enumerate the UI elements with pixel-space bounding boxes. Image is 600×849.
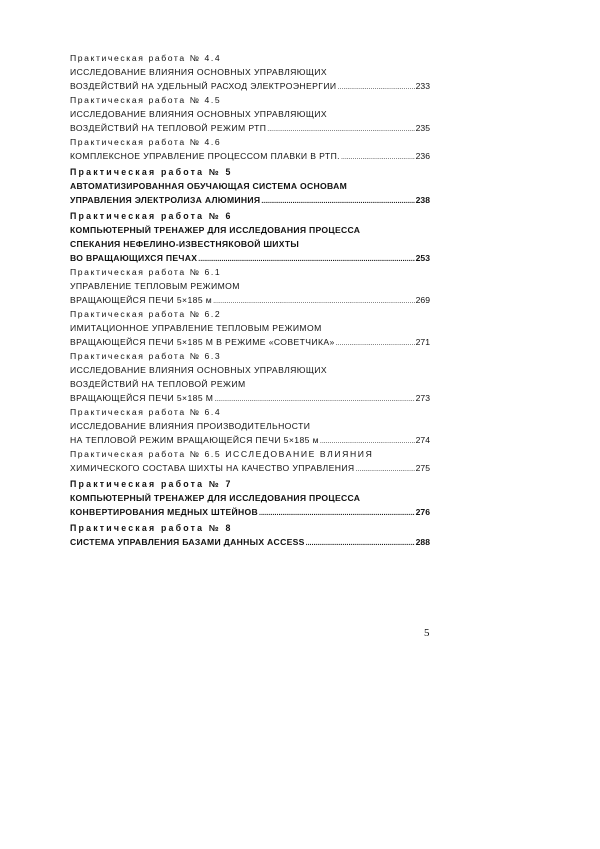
dot-leader	[341, 151, 415, 164]
entry-last-line	[70, 150, 430, 164]
entry-label: Практическая работа № 7	[70, 479, 233, 489]
entry-last-line	[70, 434, 430, 448]
entry-page-number: 288	[415, 537, 430, 547]
entry-last-line	[70, 536, 430, 550]
entry-title-line: ИССЛЕДОВАНИЕ ВЛИЯНИЯ ОСНОВНЫХ УПРАВЛЯЮЩИХ	[70, 109, 327, 119]
entry-title-line: ИССЛЕДОВАНИЕ ВЛИЯНИЯ ОСНОВНЫХ УПРАВЛЯЮЩИХ	[70, 365, 327, 375]
entry-page-number: 274	[415, 435, 430, 445]
entry-last-line	[70, 80, 430, 94]
toc-entry	[70, 266, 430, 308]
entry-last-line	[70, 506, 430, 520]
dot-leader	[356, 463, 415, 476]
entry-page-number: 236	[415, 151, 430, 161]
entry-title-line: ВОЗДЕЙСТВИЙ НА УДЕЛЬНЫЙ РАСХОД ЭЛЕКТРОЭНЕРГИИ	[70, 81, 337, 91]
toc-entry	[70, 478, 430, 520]
toc-entry	[70, 448, 430, 476]
dot-leader	[259, 507, 415, 520]
entry-title-line: КОНВЕРТИРОВАНИЯ МЕДНЫХ ШТЕЙНОВ	[70, 507, 258, 517]
entry-label: Практическая работа № 6.3	[70, 351, 222, 361]
toc-entry	[70, 166, 430, 208]
table-of-contents	[70, 52, 430, 550]
dot-leader	[306, 537, 415, 550]
toc-entry	[70, 406, 430, 448]
entry-title-line: ИМИТАЦИОННОЕ УПРАВЛЕНИЕ ТЕПЛОВЫМ РЕЖИМОМ	[70, 323, 322, 333]
entry-title-line: ВРАЩАЮЩЕЙСЯ ПЕЧИ 5×185 М	[70, 393, 214, 403]
dot-leader	[214, 393, 414, 406]
entry-page-number: 233	[415, 81, 430, 91]
entry-title-line: КОМПЛЕКСНОЕ УПРАВЛЕНИЕ ПРОЦЕССОМ ПЛАВКИ В РТП.	[70, 151, 340, 161]
entry-label: Практическая работа № 5	[70, 167, 233, 177]
entry-title-line: НА ТЕПЛОВОЙ РЕЖИМ ВРАЩАЮЩЕЙСЯ ПЕЧИ 5×185 м	[70, 435, 319, 445]
toc-entry	[70, 210, 430, 266]
entry-title-line: ВРАЩАЮЩЕЙСЯ ПЕЧИ 5×185 М В РЕЖИМЕ «СОВЕТЧИКА»	[70, 337, 335, 347]
entry-label: Практическая работа № 4.6	[70, 137, 222, 147]
dot-leader	[198, 253, 414, 266]
toc-entry	[70, 308, 430, 350]
entry-title-line: СИСТЕМА УПРАВЛЕНИЯ БАЗАМИ ДАННЫХ ACCESS	[70, 537, 305, 547]
entry-title-line: ИССЛЕДОВАНИЕ ВЛИЯНИЯ ОСНОВНЫХ УПРАВЛЯЮЩИХ	[70, 67, 327, 77]
entry-label: Практическая работа № 6.5 ИССЛЕДОВАНИЕ ВЛИЯНИЯ	[70, 449, 374, 459]
entry-last-line	[70, 294, 430, 308]
entry-title-line: КОМПЬЮТЕРНЫЙ ТРЕНАЖЕР ДЛЯ ИССЛЕДОВАНИЯ ПРОЦЕССА	[70, 493, 361, 503]
dot-leader	[337, 81, 414, 94]
entry-label: Практическая работа № 6.2	[70, 309, 222, 319]
entry-last-line	[70, 336, 430, 350]
dot-leader	[213, 295, 415, 308]
entry-page-number: 253	[415, 253, 430, 263]
entry-page-number: 238	[415, 195, 430, 205]
entry-title-line: ВРАЩАЮЩЕЙСЯ ПЕЧИ 5×185 м	[70, 295, 213, 305]
entry-last-line	[70, 462, 430, 476]
entry-title-line: АВТОМАТИЗИРОВАННАЯ ОБУЧАЮЩАЯ СИСТЕМА ОСНОВАМ	[70, 181, 348, 191]
dot-leader	[267, 123, 414, 136]
entry-label: Практическая работа № 4.4	[70, 53, 222, 63]
entry-last-line	[70, 392, 430, 406]
entry-page-number: 271	[415, 337, 430, 347]
entry-title-line: ИССЛЕДОВАНИЕ ВЛИЯНИЯ ПРОИЗВОДИТЕЛЬНОСТИ	[70, 421, 311, 431]
entry-page-number: 276	[415, 507, 430, 517]
entry-title-line: ВОЗДЕЙСТВИЙ НА ТЕПЛОВОЙ РЕЖИМ РТП	[70, 123, 267, 133]
entry-page-number: 273	[415, 393, 430, 403]
entry-title-line: ВОЗДЕЙСТВИЙ НА ТЕПЛОВОЙ РЕЖИМ	[70, 379, 246, 389]
page-number: 5	[424, 627, 430, 639]
entry-page-number: 235	[415, 123, 430, 133]
entry-page-number: 275	[415, 463, 430, 473]
toc-entry	[70, 350, 430, 406]
entry-title-line: ВО ВРАЩАЮЩИХСЯ ПЕЧАХ	[70, 253, 198, 263]
toc-entry	[70, 94, 430, 136]
entry-title-line: УПРАВЛЕНИЕ ТЕПЛОВЫМ РЕЖИМОМ	[70, 281, 240, 291]
entry-label: Практическая работа № 6	[70, 211, 233, 221]
entry-page-number: 269	[415, 295, 430, 305]
toc-entry	[70, 52, 430, 94]
toc-entry	[70, 522, 430, 550]
entry-last-line	[70, 122, 430, 136]
entry-title-line: УПРАВЛЕНИЯ ЭЛЕКТРОЛИЗА АЛЮМИНИЯ	[70, 195, 261, 205]
entry-label: Практическая работа № 6.1	[70, 267, 222, 277]
dot-leader	[336, 337, 415, 350]
entry-title-line: КОМПЬЮТЕРНЫЙ ТРЕНАЖЕР ДЛЯ ИССЛЕДОВАНИЯ ПРОЦЕССА	[70, 225, 361, 235]
dot-leader	[320, 435, 415, 448]
entry-last-line	[70, 194, 430, 208]
entry-last-line	[70, 252, 430, 266]
toc-entry	[70, 136, 430, 164]
entry-label: Практическая работа № 4.5	[70, 95, 222, 105]
entry-label: Практическая работа № 8	[70, 523, 233, 533]
entry-title-line: ХИМИЧЕСКОГО СОСТАВА ШИХТЫ НА КАЧЕСТВО УПРАВЛЕНИЯ	[70, 463, 355, 473]
entry-title-line: СПЕКАНИЯ НЕФЕЛИНО-ИЗВЕСТНЯКОВОЙ ШИХТЫ	[70, 239, 300, 249]
dot-leader	[261, 195, 414, 208]
entry-label: Практическая работа № 6.4	[70, 407, 222, 417]
